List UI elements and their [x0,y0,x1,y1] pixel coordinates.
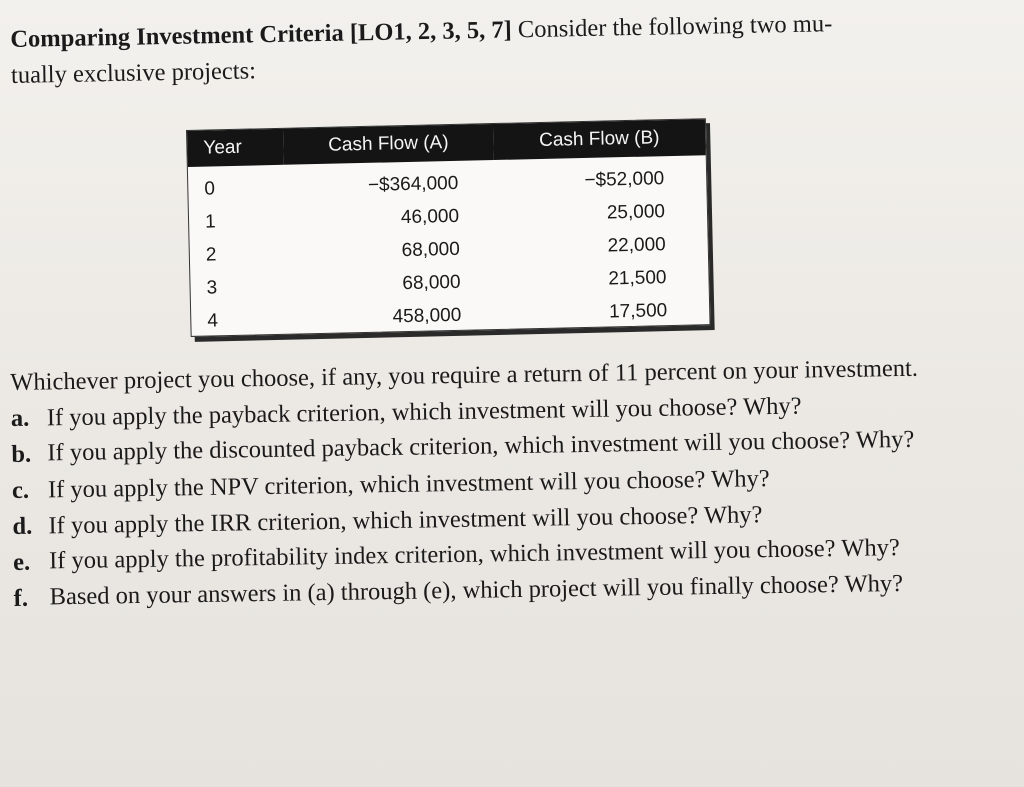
question-letter: b. [11,440,32,468]
cell-cash-flow-b: 21,500 [608,266,667,289]
cash-flow-table [187,119,710,338]
cash-flow-table-container [186,118,711,337]
question-letter: e. [12,548,31,576]
problem-heading: Comparing Investment Criteria [10,19,344,53]
cell-cash-flow-a: 68,000 [401,238,461,261]
problem-body [10,349,1004,617]
cell-year: 2 [205,243,217,266]
question-letter: d. [12,512,33,540]
cell-cash-flow-a: 68,000 [402,271,461,294]
intro-text-line1: Consider the following two mu- [517,10,833,44]
cell-cash-flow-a: 458,000 [392,304,462,327]
question-text: If you apply the payback criterion, which investment will you choose? Why? [46,392,802,432]
question-letter: a. [10,404,30,432]
question-letter: f. [13,584,29,612]
question-text: If you apply the IRR criterion, which investment will you choose? Why? [48,501,763,540]
header-cash-flow-b: Cash Flow (B) [493,119,706,160]
cell-cash-flow-a: 46,000 [400,205,460,228]
header-year: Year [187,129,284,167]
cell-cash-flow-b: 22,000 [607,233,666,256]
question-text: Based on your answers in (a) through (e), which project will you finally choose? Why? [49,570,904,611]
question-letter: c. [11,476,30,504]
intro-text-line2: tually exclusive projects: [10,57,257,89]
cell-year: 1 [204,210,216,233]
learning-objectives: [LO1, 2, 3, 5, 7] [349,16,513,47]
question-text: If you apply the NPV criterion, which investment will you choose? Why? [47,465,770,504]
cell-year: 3 [206,276,218,299]
cell-cash-flow-b: 17,500 [608,299,668,322]
header-cash-flow-a: Cash Flow (A) [283,124,494,165]
cell-cash-flow-b: −$52,000 [584,167,665,191]
required-return-text: Whichever project you choose, if any, you require a return of 11 percent on your investment. [10,354,919,396]
cell-cash-flow-b: 25,000 [606,200,666,223]
question-text: If you apply the discounted payback criterion, which investment will you choose? Why? [47,425,915,467]
cell-year: 4 [207,309,219,332]
question-text: If you apply the profitability index criterion, which investment will you choose? Why? [48,534,900,575]
cell-year: 0 [204,177,216,200]
cell-cash-flow-a: −$364,000 [367,172,459,196]
problem-intro [10,3,1001,94]
